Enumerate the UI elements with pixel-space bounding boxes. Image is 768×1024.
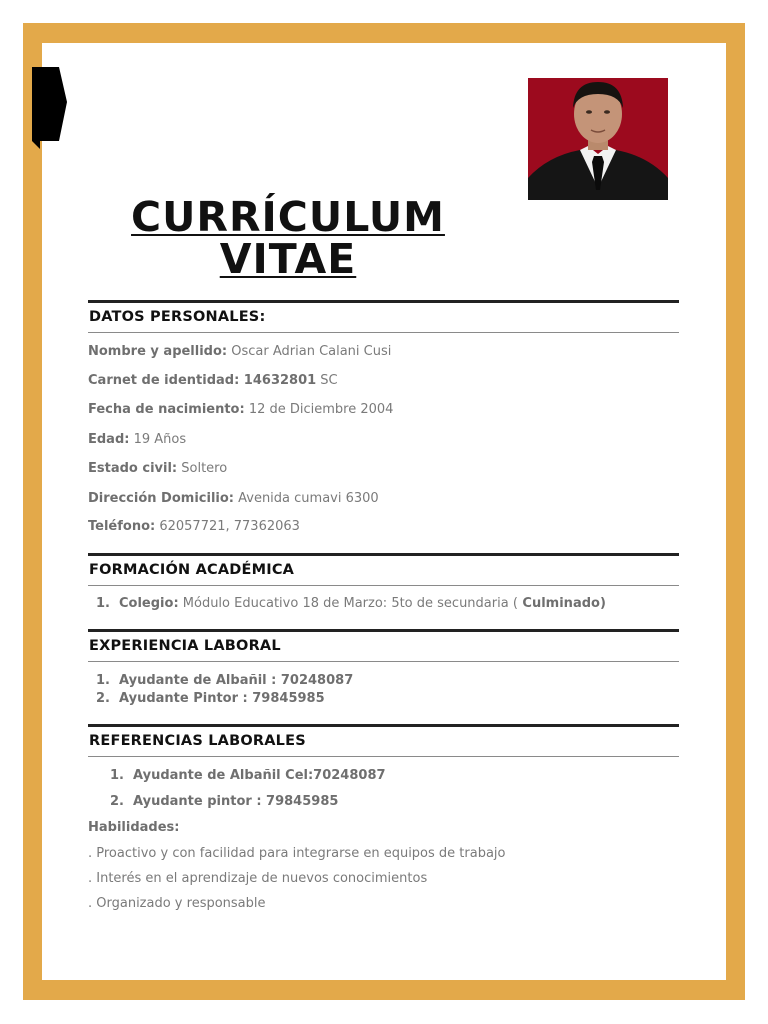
list-item: 1. Ayudante de Albañil : 70248087 — [96, 673, 354, 688]
section-heading: FORMACIÓN ACADÉMICA — [88, 553, 679, 586]
habilidad-item: . Interés en el aprendizaje de nuevos conocimientos — [88, 871, 428, 886]
section-formacion-academica — [88, 553, 679, 586]
list-item: 2. Ayudante pintor : 79845985 — [110, 794, 339, 809]
title-line-1: CURRÍCULUM — [131, 193, 445, 241]
field-nombre: Nombre y apellido: Oscar Adrian Calani Cusi — [88, 344, 392, 359]
field-direccion: Dirección Domicilio: Avenida cumavi 6300 — [88, 491, 379, 506]
section-heading: REFERENCIAS LABORALES — [88, 724, 679, 757]
field-fecha-nacimiento: Fecha de nacimiento: 12 de Diciembre 2004 — [88, 402, 394, 417]
section-heading: DATOS PERSONALES: — [88, 300, 679, 333]
field-estado-civil: Estado civil: Soltero — [88, 461, 228, 476]
page-title — [88, 193, 488, 283]
section-datos-personales — [88, 300, 679, 333]
bookmark-ribbon-icon — [32, 67, 67, 149]
title-line-2: VITAE — [219, 235, 357, 283]
section-heading: EXPERIENCIA LABORAL — [88, 629, 679, 662]
list-item: 1. Colegio: Módulo Educativo 18 de Marzo: 5to de secundaria ( Culminado) — [96, 596, 606, 611]
field-carnet: Carnet de identidad: 14632801 SC — [88, 373, 338, 388]
field-telefono: Teléfono: 62057721, 77362063 — [88, 519, 300, 534]
list-item: 1. Ayudante de Albañil Cel:70248087 — [110, 768, 386, 783]
field-edad: Edad: 19 Años — [88, 432, 187, 447]
habilidad-item: . Proactivo y con facilidad para integrarse en equipos de trabajo — [88, 846, 506, 861]
habilidades-label: Habilidades: — [88, 820, 180, 835]
list-item: 2. Ayudante Pintor : 79845985 — [96, 691, 325, 706]
habilidad-item: . Organizado y responsable — [88, 896, 266, 911]
profile-photo — [528, 78, 668, 200]
section-referencias-laborales — [88, 724, 679, 757]
section-experiencia-laboral — [88, 629, 679, 662]
